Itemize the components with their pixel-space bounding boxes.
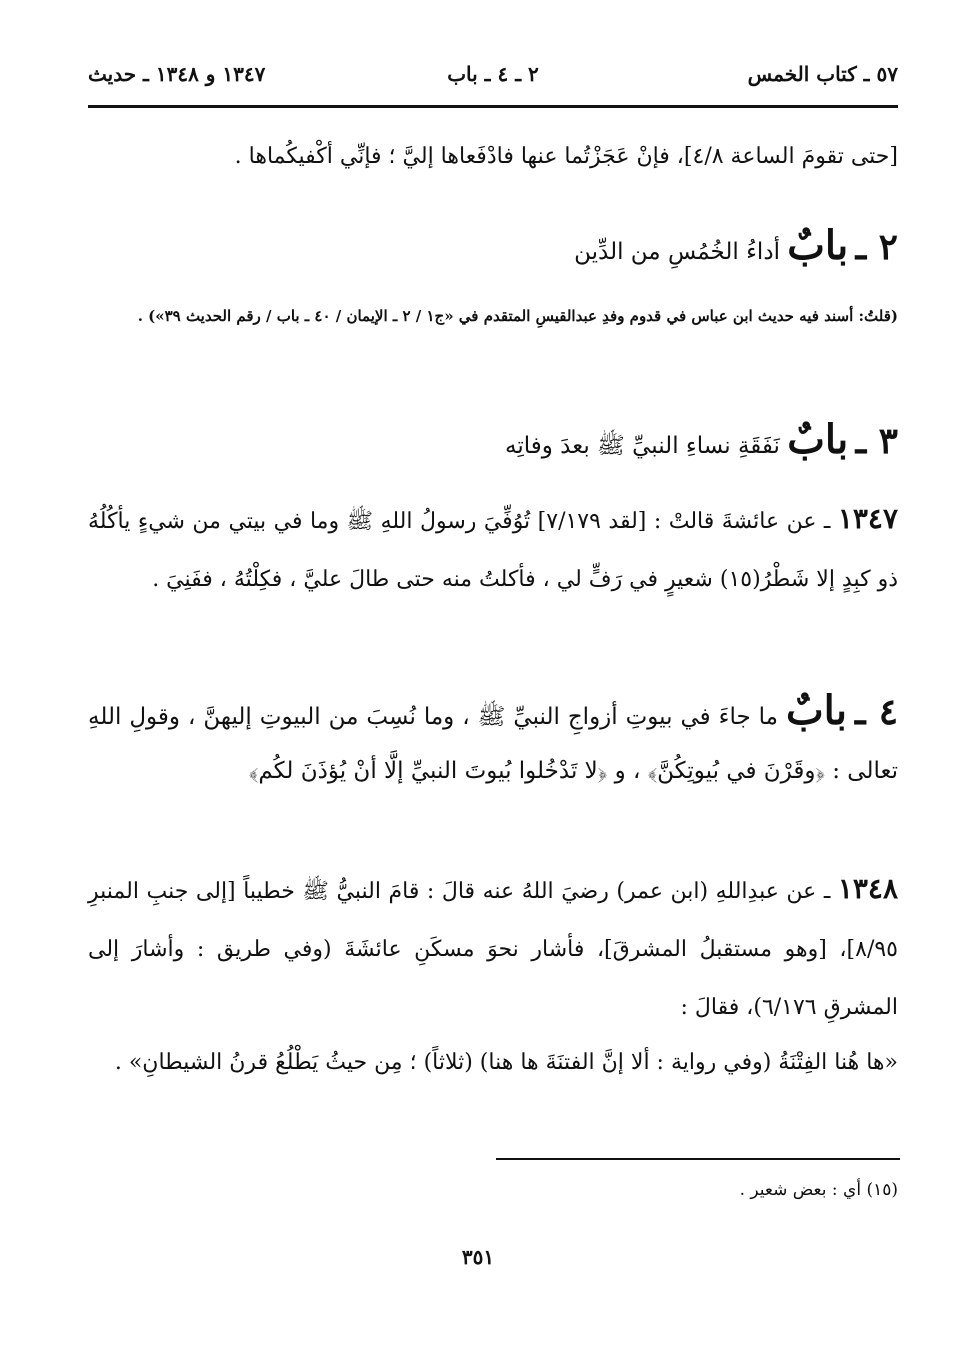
running-header xyxy=(88,56,898,96)
hadith-1348 xyxy=(88,860,898,1037)
bab-3-heading xyxy=(88,412,898,474)
footnote: (١٥) أي : بعض شعير . xyxy=(739,1180,898,1200)
header-rule xyxy=(88,105,898,108)
intro-line: [حتى تقومَ الساعة ٤/٨]، فإنْ عَجَزْتُما عنها فادْفَعاها إليَّ ؛ فإنِّي أكْفيكُماها . xyxy=(234,144,898,169)
header-hadith-range: ١٣٤٧ و ١٣٤٨ ـ حديث xyxy=(88,62,266,86)
bab-4-title: ما جاءَ في بيوتِ أزواجِ النبيِّ ﷺ ، وما نُسِبَ من البيوتِ إليهنَّ ، وقولِ اللهِ تعالى : ﴿وقَرْنَ في بُيوتِكُنَّ﴾ ، و ﴿لا تَدْخُلوا بُيوتَ النبيِّ إلَّا أنْ يُؤذَنَ لكُم﴾ xyxy=(88,704,898,784)
hadith-1348-number: ١٣٤٨ xyxy=(837,872,898,905)
bab-4-number: ٤ ـ xyxy=(854,691,899,733)
hadith-1347-text: ـ عن عائشةَ قالتْ : [لقد ٧/١٧٩] تُوُفِّيَ رسولُ اللهِ ﷺ وما في بيتي من شيءٍ يأكُلُهُ ذو كبِدٍ إلا شَطْرُ(١٥) شعيرٍ في رَفٍّ لي ، فأكلتُ منه حتى طالَ عليَّ ، فكِلْتُهُ ، ففَنِيَ . xyxy=(88,509,898,592)
bab-2-word: بابٌ xyxy=(787,222,849,269)
header-chapter-range: ٢ ـ ٤ ـ باب xyxy=(447,62,539,86)
hadith-1348-text: ـ عن عبدِاللهِ (ابن عمر) رضيَ اللهُ عنه قالَ : قامَ النبيُّ ﷺ خطيباً [إلى جنبِ المنبرِ ٨/٩٥]، [وهو مستقبلُ المشرقَ]، فأشار نحوَ مسكَنِ عائشَةَ (وفي طريق : وأشارَ إلى المشرقِ ٦/١٧٦)، فقالَ : xyxy=(88,879,898,1020)
bab-2-note: (قلتُ: أسند فيه حديث ابن عباس في قدوم وفدِ عبدالقيسِ المتقدم في «ج١ / ٢ ـ الإيمان / ٤٠ ـ باب / رقم الحديث ٣٩») . xyxy=(137,307,898,325)
hadith-1347-number: ١٣٤٧ xyxy=(837,502,898,535)
hadith-1348-quote: «ها هُنا الفِتْنَةُ (وفي رواية : ألا إنَّ الفتنَةَ ها هنا) (ثلاثاً) ؛ مِن حيثُ يَطْلُعُ قرنُ الشيطانِ» . xyxy=(114,1050,898,1075)
bab-3-number: ٣ ـ xyxy=(855,420,898,462)
bab-2-number: ٢ ـ xyxy=(855,226,898,268)
footnote-rule xyxy=(496,1158,900,1160)
bab-2-heading xyxy=(88,218,898,280)
bab-2-title: أداءُ الخُمُسِ من الدِّين xyxy=(574,239,780,265)
bab-4-word: بابٌ xyxy=(785,687,847,734)
header-book-title: ٥٧ ـ كتاب الخمس xyxy=(747,62,898,86)
hadith-1347 xyxy=(88,490,898,609)
bab-3-title: نَفَقَةِ نساءِ النبيِّ ﷺ بعدَ وفاتِه xyxy=(505,433,780,459)
page-number: ٣٥١ xyxy=(461,1245,495,1269)
bab-3-word: بابٌ xyxy=(787,416,849,463)
bab-4-heading xyxy=(88,684,898,798)
